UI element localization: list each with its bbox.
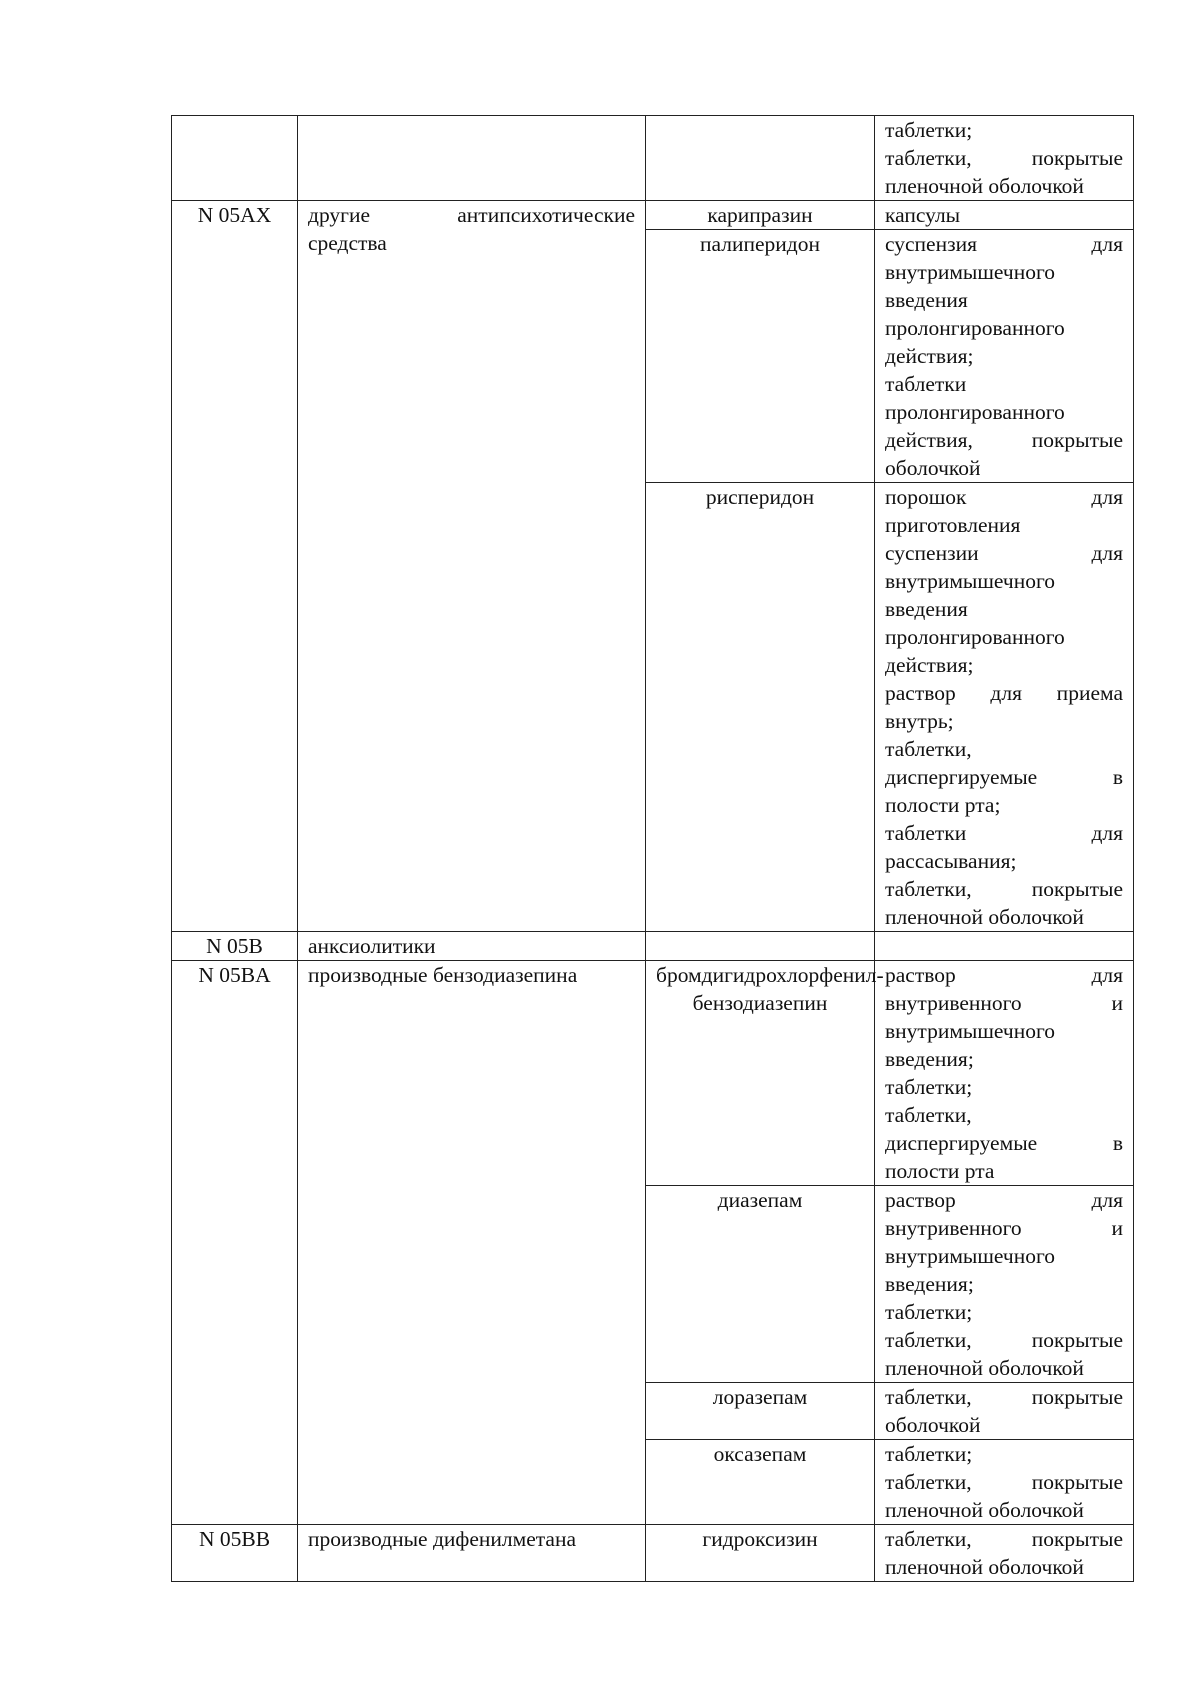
table-body xyxy=(172,116,1134,1582)
dosage-form-line: суспензии для xyxy=(885,541,1123,565)
dosage-form-line: полости рта xyxy=(885,1159,995,1183)
dosage-form-line: раствор для xyxy=(885,1188,1123,1212)
dosage-form-cell xyxy=(875,1383,1134,1440)
dosage-form-line: введения; xyxy=(885,1047,974,1071)
table-row xyxy=(172,116,1134,201)
pharmacological-group-cell: анксиолитики xyxy=(298,932,646,961)
drug-classification-table xyxy=(171,115,1134,1582)
dosage-form-line: действия; xyxy=(885,344,974,368)
dosage-form-line: пленочной оболочкой xyxy=(885,905,1084,929)
dosage-form-line: внутримышечного xyxy=(885,260,1056,284)
dosage-form-line: таблетки, покрытые xyxy=(885,1328,1123,1352)
dosage-form-line: действия; xyxy=(885,653,974,677)
dosage-form-line: внутримышечного xyxy=(885,569,1056,593)
dosage-form-cell xyxy=(875,201,1134,230)
dosage-form-line: раствор для приема xyxy=(885,681,1123,705)
dosage-form-line: таблетки, покрытые xyxy=(885,1527,1123,1551)
dosage-form-line: внутривенного и xyxy=(885,1216,1123,1240)
dosage-form-line: пролонгированного xyxy=(885,400,1065,424)
dosage-form-line: таблетки, покрытые xyxy=(885,1385,1123,1409)
drug-name-cell: бромдигидрохлорфенил-бензодиазепин xyxy=(646,961,875,1186)
dosage-form-line: внутрь; xyxy=(885,709,954,733)
dosage-form-cell xyxy=(875,961,1134,1186)
dosage-form-line: оболочкой xyxy=(885,1413,981,1437)
dosage-form-line: таблетки, покрытые xyxy=(885,146,1123,170)
dosage-form-line: введения xyxy=(885,288,968,312)
dosage-form-cell xyxy=(875,1440,1134,1525)
pharmacological-group-cell: производные бензодиазепина xyxy=(298,961,646,1525)
dosage-form-cell xyxy=(875,483,1134,932)
dosage-form-line: пленочной оболочкой xyxy=(885,174,1084,198)
table-row xyxy=(172,961,1134,1186)
dosage-form-line: внутривенного и xyxy=(885,991,1123,1015)
dosage-form-line: раствор для xyxy=(885,963,1123,987)
dosage-form-cell xyxy=(875,932,1134,961)
dosage-form-line: приготовления xyxy=(885,513,1021,537)
dosage-form-line: внутримышечного xyxy=(885,1019,1056,1043)
dosage-form-line: оболочкой xyxy=(885,456,981,480)
dosage-form-line: таблетки, покрытые xyxy=(885,877,1123,901)
table-row xyxy=(172,932,1134,961)
atc-code-cell: N 05BB xyxy=(172,1525,298,1582)
dosage-form-line: пролонгированного xyxy=(885,625,1065,649)
dosage-form-cell xyxy=(875,116,1134,201)
pharmacological-group-cell: производные дифенилметана xyxy=(298,1525,646,1582)
dosage-form-line: введения xyxy=(885,597,968,621)
drug-name-cell: карипразин xyxy=(646,201,875,230)
dosage-form-line: рассасывания; xyxy=(885,849,1017,873)
dosage-form-cell xyxy=(875,1525,1134,1582)
dosage-form-line: суспензия для xyxy=(885,232,1123,256)
dosage-form-line: пленочной оболочкой xyxy=(885,1555,1084,1579)
dosage-form-line: действия, покрытые xyxy=(885,428,1123,452)
drug-name-cell: лоразепам xyxy=(646,1383,875,1440)
dosage-form-cell xyxy=(875,230,1134,483)
dosage-form-line: таблетки; xyxy=(885,1300,973,1324)
drug-name-cell xyxy=(646,116,875,201)
drug-name-cell: гидроксизин xyxy=(646,1525,875,1582)
atc-code-cell xyxy=(172,116,298,201)
dosage-form-line: таблетки для xyxy=(885,821,1123,845)
dosage-form-line: диспергируемые в xyxy=(885,765,1123,789)
dosage-form-line: введения; xyxy=(885,1272,974,1296)
dosage-form-line: таблетки; xyxy=(885,118,973,142)
dosage-form-line: порошок для xyxy=(885,485,1123,509)
table-row xyxy=(172,1525,1134,1582)
dosage-form-line: таблетки; xyxy=(885,1442,973,1466)
drug-name-cell: палиперидон xyxy=(646,230,875,483)
pharmacological-group-cell: другие антипсихотические средства xyxy=(298,201,646,932)
dosage-form-line: внутримышечного xyxy=(885,1244,1056,1268)
table-row xyxy=(172,201,1134,230)
dosage-form-line: капсулы xyxy=(885,203,961,227)
dosage-form-cell xyxy=(875,1186,1134,1383)
drug-name-cell xyxy=(646,932,875,961)
dosage-form-line: диспергируемые в xyxy=(885,1131,1123,1155)
drug-name-cell: оксазепам xyxy=(646,1440,875,1525)
dosage-form-line: пленочной оболочкой xyxy=(885,1356,1084,1380)
dosage-form-line: пленочной оболочкой xyxy=(885,1498,1084,1522)
dosage-form-line: таблетки xyxy=(885,372,967,396)
drug-name-cell: диазепам xyxy=(646,1186,875,1383)
atc-code-cell: N 05AX xyxy=(172,201,298,932)
dosage-form-line: таблетки; xyxy=(885,1075,973,1099)
dosage-form-line: таблетки, xyxy=(885,1103,972,1127)
dosage-form-line: полости рта; xyxy=(885,793,1001,817)
atc-code-cell: N 05B xyxy=(172,932,298,961)
pharmacological-group-cell xyxy=(298,116,646,201)
atc-code-cell: N 05BA xyxy=(172,961,298,1525)
dosage-form-line: таблетки, покрытые xyxy=(885,1470,1123,1494)
drug-name-cell: рисперидон xyxy=(646,483,875,932)
dosage-form-line: пролонгированного xyxy=(885,316,1065,340)
dosage-form-line: таблетки, xyxy=(885,737,972,761)
